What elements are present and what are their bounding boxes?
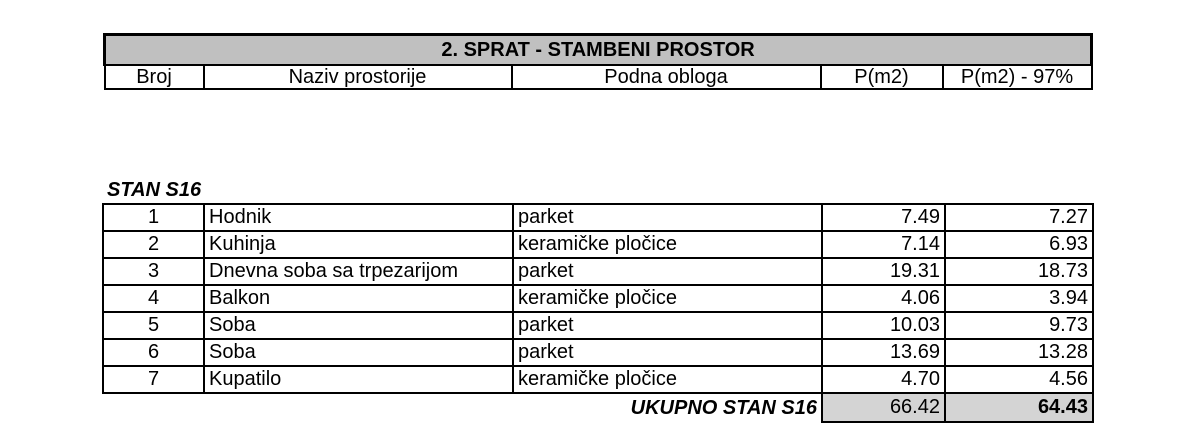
room-name: Dnevna soba sa trpezarijom xyxy=(204,258,513,285)
table-row xyxy=(103,285,1093,312)
total-area: 66.42 xyxy=(822,393,945,422)
room-floor-covering: parket xyxy=(513,312,822,339)
room-name: Hodnik xyxy=(204,204,513,231)
room-table xyxy=(102,203,1094,423)
room-area-97: 7.27 xyxy=(945,204,1093,231)
room-area: 7.14 xyxy=(822,231,945,258)
room-number: 6 xyxy=(103,339,204,366)
page-title: 2. SPRAT - STAMBENI PROSTOR xyxy=(105,35,1092,66)
room-number: 4 xyxy=(103,285,204,312)
total-row xyxy=(103,393,1093,422)
room-floor-covering: keramičke pločice xyxy=(513,231,822,258)
header-table xyxy=(103,33,1093,90)
table-row xyxy=(103,231,1093,258)
room-area: 19.31 xyxy=(822,258,945,285)
room-area: 10.03 xyxy=(822,312,945,339)
room-number: 7 xyxy=(103,366,204,393)
total-label: UKUPNO STAN S16 xyxy=(630,396,817,419)
room-name: Kupatilo xyxy=(204,366,513,393)
total-spacer xyxy=(103,393,204,422)
room-floor-covering: parket xyxy=(513,258,822,285)
header-columns-row xyxy=(105,65,1092,89)
room-area-97: 18.73 xyxy=(945,258,1093,285)
room-number: 2 xyxy=(103,231,204,258)
room-name: Kuhinja xyxy=(204,231,513,258)
table-row xyxy=(103,366,1093,393)
header-title-row xyxy=(105,35,1092,66)
column-header-area-97: P(m2) - 97% xyxy=(943,65,1092,89)
total-spacer xyxy=(204,393,513,422)
room-area-97: 9.73 xyxy=(945,312,1093,339)
room-name: Soba xyxy=(204,312,513,339)
table-row xyxy=(103,204,1093,231)
room-area-97: 13.28 xyxy=(945,339,1093,366)
room-floor-covering: parket xyxy=(513,204,822,231)
column-header-area: P(m2) xyxy=(821,65,943,89)
column-header-floor-covering: Podna obloga xyxy=(512,65,821,89)
room-area-97: 3.94 xyxy=(945,285,1093,312)
room-number: 5 xyxy=(103,312,204,339)
room-floor-covering: parket xyxy=(513,339,822,366)
room-area: 4.70 xyxy=(822,366,945,393)
table-row xyxy=(103,339,1093,366)
room-area: 13.69 xyxy=(822,339,945,366)
room-area: 4.06 xyxy=(822,285,945,312)
total-area-97: 64.43 xyxy=(945,393,1093,422)
room-floor-covering: keramičke pločice xyxy=(513,366,822,393)
room-floor-covering: keramičke pločice xyxy=(513,285,822,312)
column-header-number: Broj xyxy=(105,65,204,89)
room-name: Soba xyxy=(204,339,513,366)
room-area-97: 4.56 xyxy=(945,366,1093,393)
apartment-label: STAN S16 xyxy=(107,179,202,201)
room-number: 1 xyxy=(103,204,204,231)
table-row xyxy=(103,258,1093,285)
table-row xyxy=(103,312,1093,339)
column-header-room-name: Naziv prostorije xyxy=(204,65,512,89)
room-number: 3 xyxy=(103,258,204,285)
room-name: Balkon xyxy=(204,285,513,312)
room-area: 7.49 xyxy=(822,204,945,231)
room-area-97: 6.93 xyxy=(945,231,1093,258)
